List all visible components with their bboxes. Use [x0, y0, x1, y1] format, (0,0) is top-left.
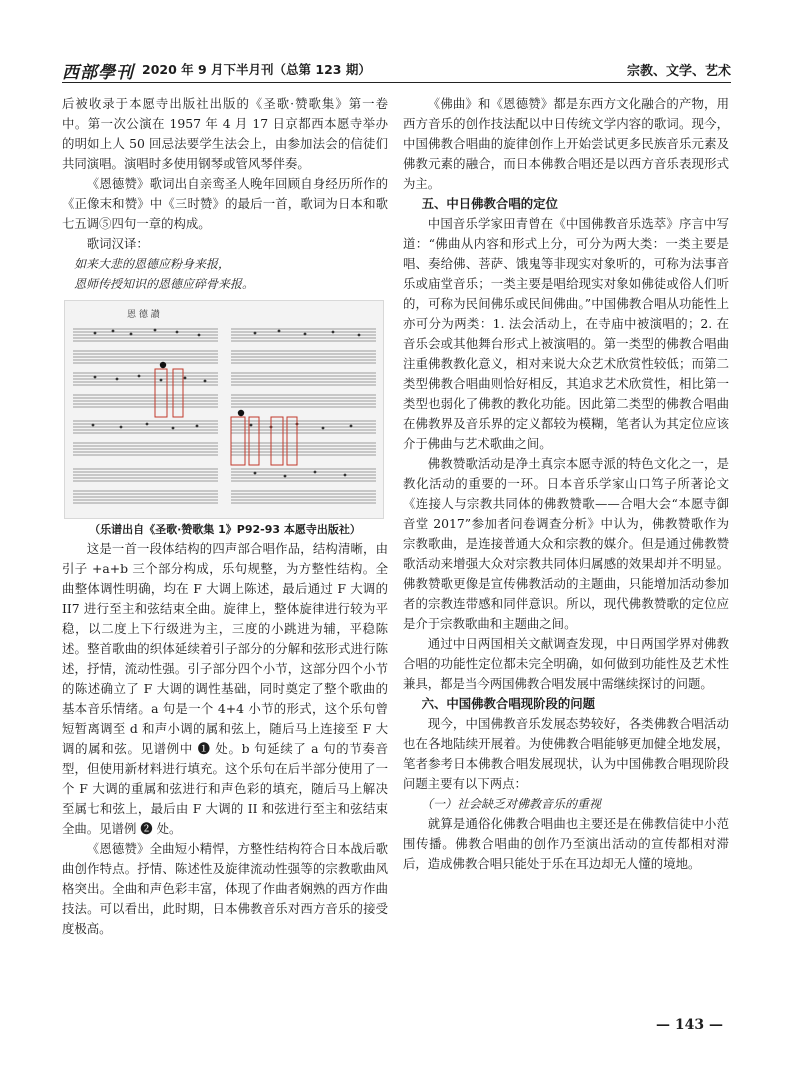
- section-heading-6: 六、中国佛教合唱现阶段的问题: [421, 696, 596, 711]
- section-heading-5: 五、中日佛教合唱的定位: [421, 196, 558, 211]
- figure-caption: （乐谱出自《圣歌·赞歌集 1》P92-93 本愿寺出版社）: [89, 523, 361, 536]
- score-title: 恩 德 讃: [127, 310, 160, 320]
- right-paragraph-5: 现今，中国佛教音乐发展态势较好，各类佛教合唱活动也在各地陆续开展着。为使佛教合唱能够更加健全地发展，笔者参考日本佛教合唱发展现状，认为中国佛教合唱现阶段问题主要有以下两点：: [403, 716, 729, 791]
- score-figure: [64, 300, 384, 519]
- running-header: [62, 58, 731, 82]
- section-title: 宗教、文学、艺术: [626, 64, 731, 79]
- lyric-line-1: 如来大悲的恩德应粉身来报，: [74, 257, 231, 271]
- left-paragraph-2: 《恩德赞》歌词出自亲鸾圣人晚年回顾自身经历所作的《正像末和赞》中《三时赞》的最后一首，歌词为日本和歌七五调⑤四句一章的构成。: [62, 176, 388, 231]
- page-number: — 143 —: [656, 1017, 723, 1033]
- right-paragraph-6: 就算是通俗化佛教合唱曲也主要还是在佛教信徒中小范围传播。佛教合唱曲的创作乃至演出活动的宣传都相对滞后，造成佛教合唱只能处于乐在耳边却无人懂的境地。: [403, 816, 729, 871]
- header-rule: [62, 82, 731, 83]
- right-paragraph-3: 佛教赞歌活动是净土真宗本愿寺派的特色文化之一，是教化活动的重要的一环。日本音乐学家山口笃子所著论文《连接人与宗教共同体的佛教赞歌——合唱大会“本愿寺御音堂 2017”参加者问卷调查分析》中认为，佛教赞歌作为宗教歌曲，是连接普通大众和宗教的媒介。但是通过佛教赞歌活动来增强大众对宗教共同体归属感的效果却并不明显。佛教赞歌更像是宣传佛教活动的主题曲，只能增加活动参加者的宗教连带感和同伴意识。所以，现代佛教赞歌的定位应是介于宗教歌曲和主题曲之间。: [403, 456, 729, 631]
- right-paragraph-2: 中国音乐学家田青曾在《中国佛教音乐选萃》序言中写道：“佛曲从内容和形式上分，可分为两大类：一类主要是唱、奏给佛、菩萨、饿鬼等非现实对象听的，可称为法事音乐或庙堂音乐；一类主要是唱给现实对象如佛徒或俗人们听的，可称为民间佛乐或民间佛曲。”中国佛教合唱从功能性上亦可分为两类：1. 法会活动上，在寺庙中被演唱的；2. 在音乐会或其他舞台形式上被演唱的。第一类型的佛教合唱曲注重佛教教化意义，相对来说大众艺术欣赏性较低；而第二类型佛教合唱曲则恰好相反，其追求艺术欣赏性，相比第一类型也弱化了佛教的教化功能。因此第二类型的佛教合唱曲在佛教界及音乐界的定义都较为模糊，笔者认为其定位应该介于佛曲与艺术歌曲之间。: [403, 216, 729, 451]
- lyric-line-2: 恩师传授知识的恩德应碎骨来报。: [74, 277, 255, 291]
- right-paragraph-4: 通过中日两国相关文献调查发现，中日两国学界对佛教合唱的功能性定位都未完全明确，如何做到功能性及艺术性兼具，都是当今两国佛教合唱发展中需继续探讨的问题。: [403, 636, 729, 691]
- left-paragraph-4: 《恩德赞》全曲短小精悍，方整性结构符合日本战后歌曲创作特点。抒情、陈述性及旋律流动性强等的宗教歌曲风格突出。全曲和声色彩丰富，体现了作曲者娴熟的西方作曲技法。可以看出，此时期，日本佛教音乐对西方音乐的接受度极高。: [62, 841, 388, 936]
- subheading-1: （一）社会缺乏对佛教音乐的重视: [421, 797, 602, 811]
- score-image: [65, 301, 383, 518]
- left-column: [62, 94, 388, 939]
- lyric-heading: 歌词汉译：: [86, 236, 149, 251]
- left-paragraph-1: 后被收录于本愿寺出版社出版的《圣歌·赞歌集》第一卷中。第一次公演在 1957 年 4 月 17 日京都西本愿寺举办的明如上人 50 回忌法要学生法会上，由参加法会的信徒们共同演唱。演唱时多使用钢琴或管风琴伴奏。: [62, 96, 388, 171]
- right-column: [403, 94, 729, 874]
- issue-info: 2020 年 9 月下半月刊（总第 123 期）: [142, 62, 371, 77]
- right-paragraph-1: 《佛曲》和《恩德赞》都是东西方文化融合的产物，用西方音乐的创作技法配以中日传统文学内容的歌词。现今，中国佛教合唱曲的旋律创作上开始尝试更多民族音乐元素及佛教元素的融合，而日本佛教合唱还是以西方音乐表现形式为主。: [403, 96, 729, 191]
- left-paragraph-3: 这是一首一段体结构的四声部合唱作品，结构清晰，由引子 +a+b 三个部分构成，乐句规整，为方整性结构。全曲整体调性明确，均在 F 大调上陈述，最后通过 F 大调的 II7 进行至主和弦结束全曲。旋律上，整体旋律进行较为平稳，以二度上下行级进为主，三度的小跳进为辅，平稳陈述。整首歌曲的织体延续着引子部分的分解和弦形式进行陈述，抒情，流动性强。引子部分四个小节，这部分四个小节的陈述确立了 F 大调的调性基础，同时奠定了整个歌曲的基本音乐情绪。a 句是一个 4+4 小节的形式，这个乐句曾短暂离调至 d 和声小调的属和弦上，随后马上连接至 F 大调的属和弦。见谱例中 ❶ 处。b 句延续了 a 句的节奏音型，但使用新材料进行填充。这个乐句在后半部分使用了一个 F 大调的重属和弦进行和声色彩的填充，随后马上解决至属七和弦上，最后由 F 大调的 II 和弦进行至主和弦结束全曲。见谱例 ❷ 处。: [62, 541, 388, 836]
- journal-logo: 西部學刊: [62, 63, 134, 83]
